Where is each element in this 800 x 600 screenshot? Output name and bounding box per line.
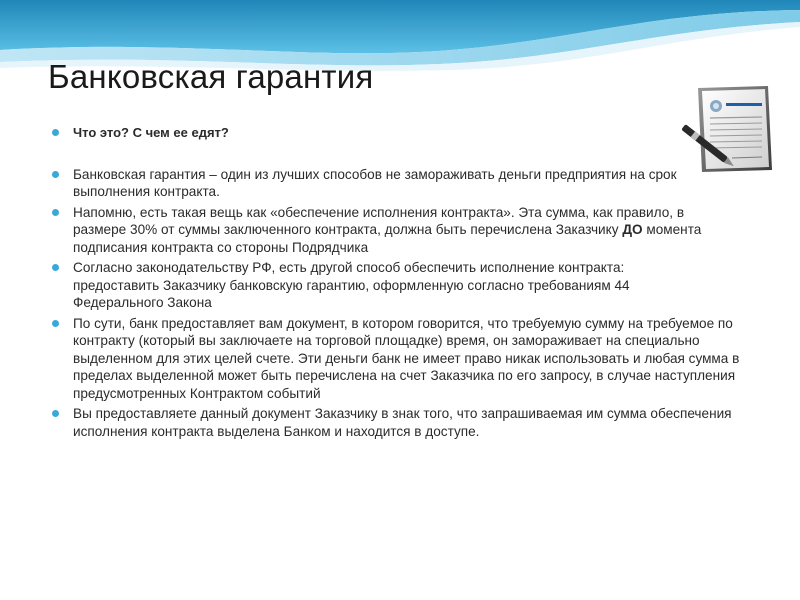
bullet-contract-security [48,204,713,257]
bullet-text: Вы предоставляете данный документ Заказчику в знак того, что запрашиваемая им сумма обеспечения исполнения контракта выделена Банком и находится в доступе. [73,406,732,439]
bullet-marker [52,320,59,327]
bullet-text: Согласно законодательству РФ, есть другой способ обеспечить исполнение контракта: предоставить Заказчику банковскую гарантию, оформленную согласно требованиям 44 Федерального Закона [73,260,630,310]
bullet-text-post: момента подписания контракта со стороны Подрядчика [73,222,702,255]
bullet-marker [52,171,59,178]
bullet-marker [52,209,59,216]
bullet-question [48,124,748,142]
bullet-text: Что это? С чем ее едят? [73,125,229,140]
slide-title: Банковская гарантия [48,58,374,95]
bullet-provide-document [48,405,748,440]
bullet-list [48,124,748,443]
bullet-text: Банковская гарантия – один из лучших способов не замораживать деньги предприятия на срок выполнения контракта. [73,166,677,199]
bullet-definition [48,166,738,201]
bullet-bank-document [48,315,748,403]
bullet-text-pre: Напомню, есть такая вещь как «обеспечение исполнения контракта». Эта сумма, как правило, в размере 30% от суммы заключенного контракта, должна быть перечислена Заказчику [73,204,685,237]
bullet-marker [52,264,59,271]
bullet-text-strong: ДО [622,222,643,237]
bullet-marker [52,129,59,136]
bullet-marker [52,410,59,417]
bullet-text: По сути, банк предоставляет вам документ, в котором говорится, что требуемую сумму на требуемое по контракту (который вы заключаете на торговой площадке) время, он замораживает на специально выделенном для этих целей счете. Эти деньги банк не имеет право никак использовать и любая сумма в пределах выделенной может быть перечислена на счет Заказчика по его запросу, в случае наступления предусмотренных Контрактом событий [73,315,740,401]
bullet-law [48,259,713,312]
